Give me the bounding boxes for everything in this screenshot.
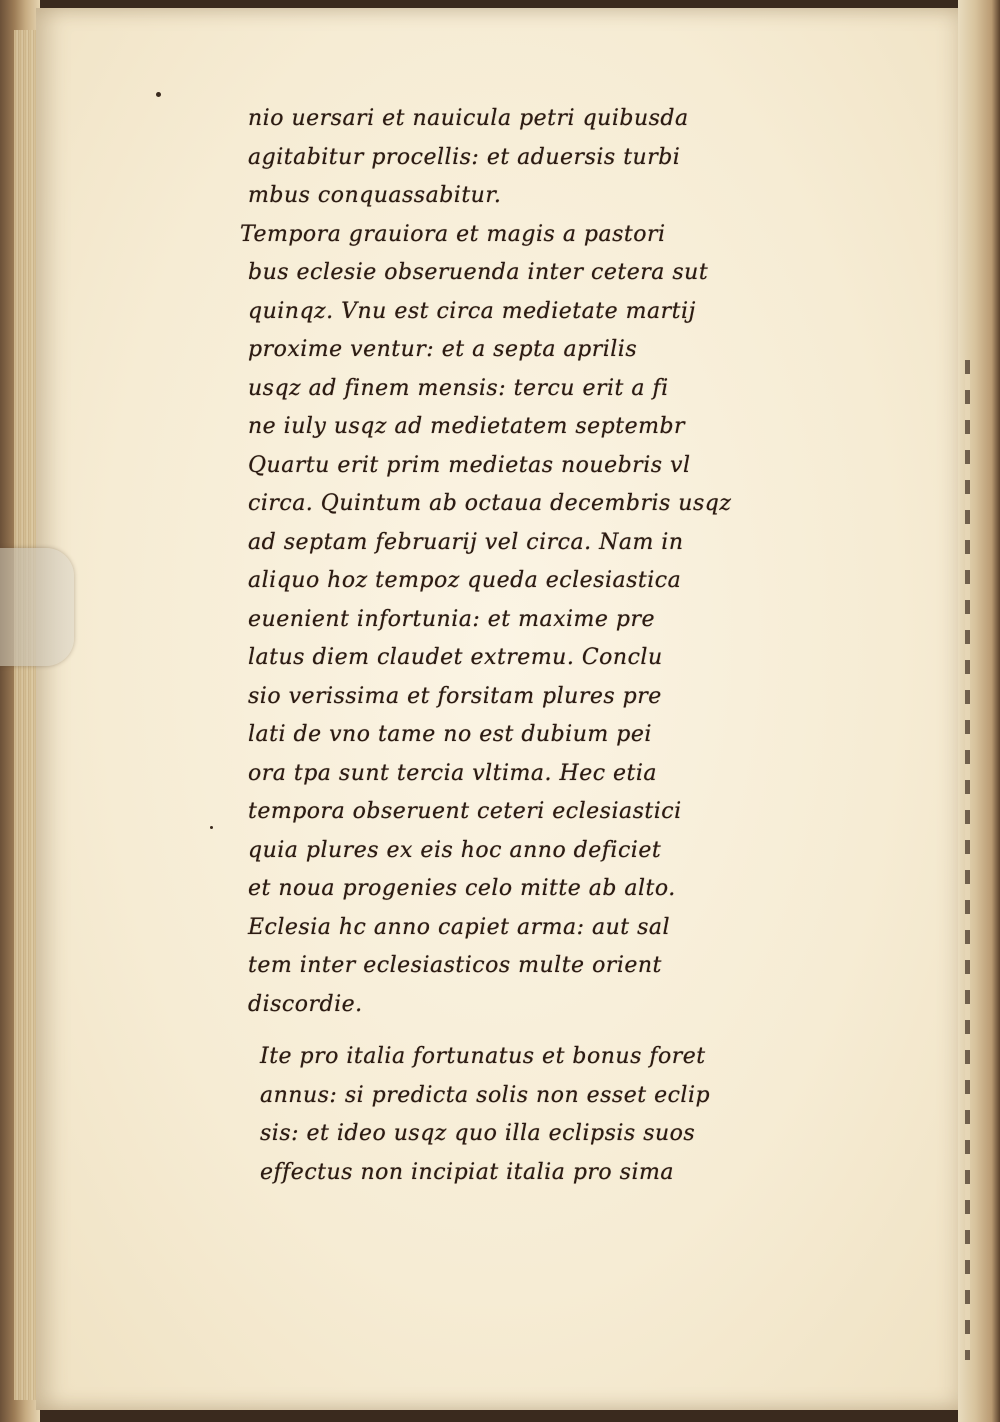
ink-dot: [156, 92, 161, 97]
text-line: tem inter eclesiasticos multe orient: [248, 953, 662, 978]
page-edges: [14, 30, 38, 1400]
text-line: ora tpa sunt tercia vltima. Hec etia: [248, 760, 658, 786]
bookmark-tab: [0, 548, 74, 666]
text-line: sio verissima et forsitam plures pre: [248, 683, 662, 709]
sewing-strip: [965, 360, 970, 1360]
text-line: nio uersari et nauicula petri quibusda: [248, 106, 689, 131]
text-line: tempora obseruent ceteri eclesiastici: [248, 799, 682, 824]
text-line: euenient infortunia: et maxime pre: [248, 606, 656, 632]
text-line: annus: si predicta solis non esset eclip: [260, 1082, 711, 1108]
text-line: usqz ad finem mensis: tercu erit a fi: [248, 375, 669, 401]
text-line: mbus conquassabitur.: [248, 183, 502, 208]
text-line: ad septam februarij vel circa. Nam in: [248, 529, 684, 555]
text-line: lati de vno tame no est dubium pei: [248, 722, 652, 747]
text-line: et noua progenies celo mitte ab alto.: [248, 876, 676, 901]
text-line: quia plures ex eis hoc anno deficiet: [248, 837, 662, 863]
text-line: ne iuly usqz ad medietatem septembr: [248, 414, 686, 439]
manuscript-text: [240, 100, 908, 1192]
text-line: agitabitur procellis: et aduersis turbi: [248, 144, 681, 170]
text-line: Tempora grauiora et magis a pastori: [240, 221, 666, 247]
text-line: Ite pro italia fortunatus et bonus foret: [260, 1044, 706, 1069]
text-line: latus diem claudet extremu. Conclu: [248, 645, 663, 670]
text-line: Eclesia hc anno capiet arma: aut sal: [248, 914, 671, 940]
text-line: circa. Quintum ab octaua decembris usqz: [248, 491, 732, 516]
text-line: Quartu erit prim medietas nouebris vl: [248, 452, 691, 478]
text-line: discordie.: [248, 991, 363, 1017]
text-line: quinqz. Vnu est circa medietate martij: [248, 298, 696, 324]
ink-dot: [210, 826, 213, 829]
text-line: sis: et ideo usqz quo illa eclipsis suos: [260, 1121, 696, 1146]
text-line: effectus non incipiat italia pro sima: [260, 1159, 674, 1185]
text-line: proxime ventur: et a septa aprilis: [248, 337, 638, 362]
text-line: aliquo hoz tempoz queda eclesiastica: [248, 568, 682, 593]
text-line: bus eclesie obseruenda inter cetera sut: [248, 260, 709, 285]
